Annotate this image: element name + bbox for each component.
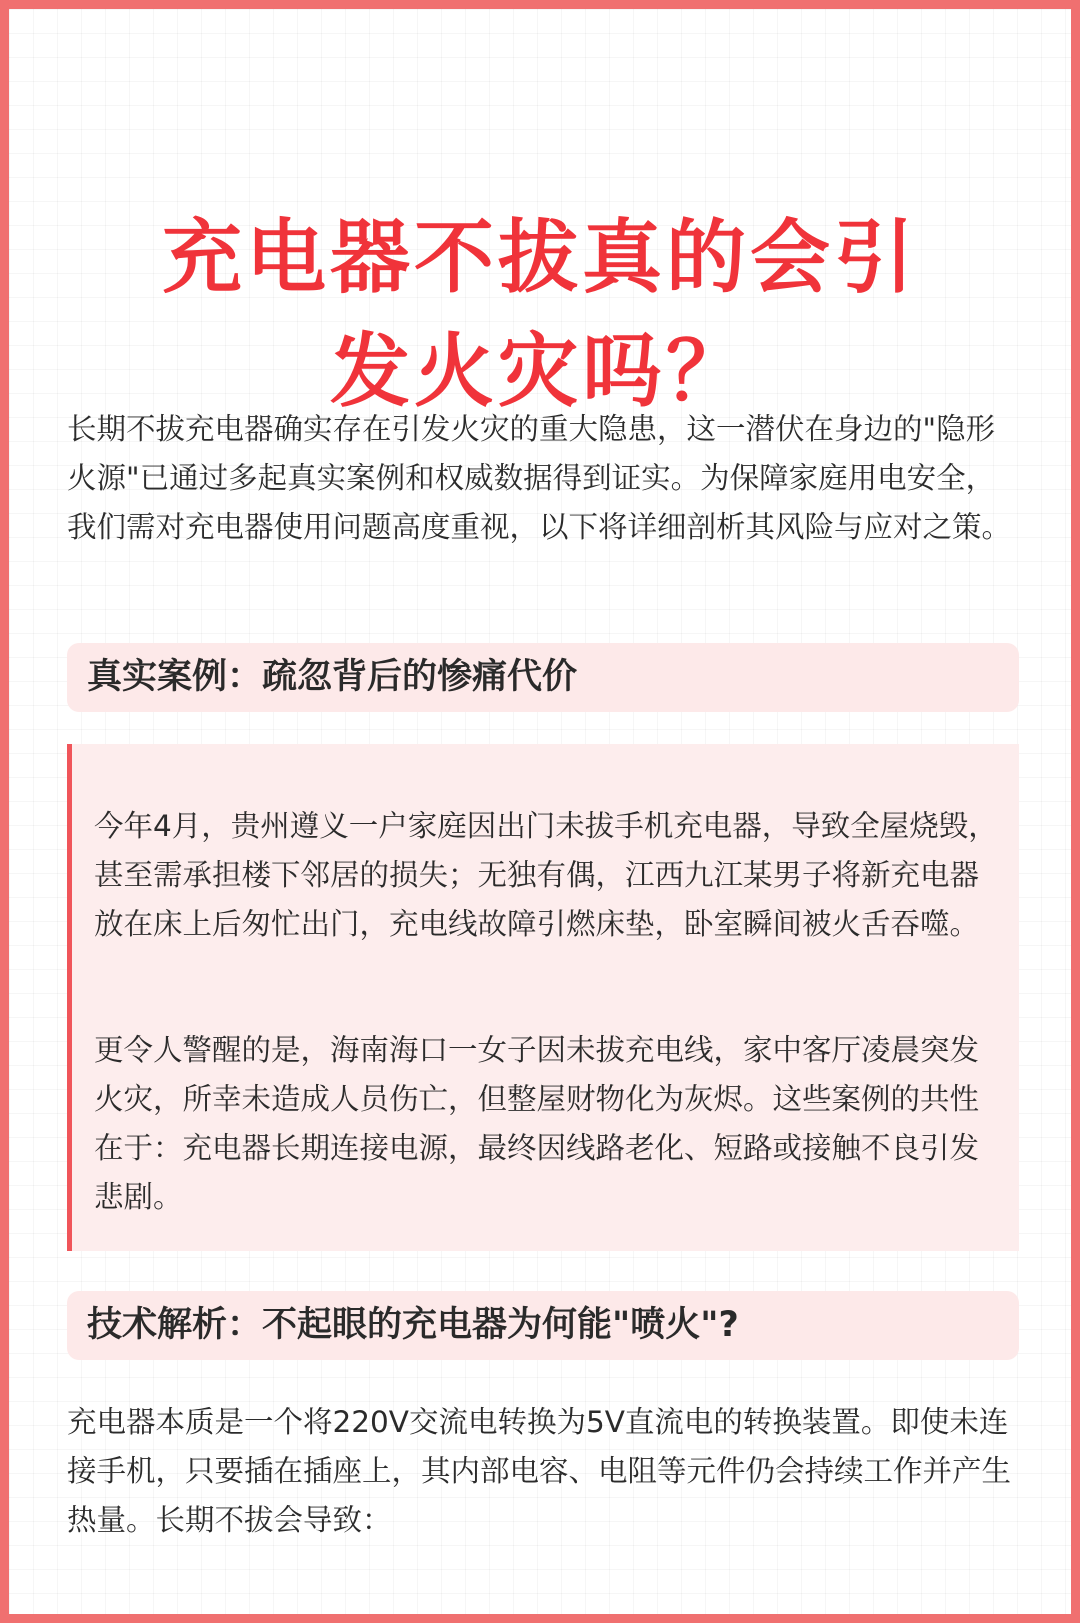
title-line-2: 发火灾吗？	[330, 324, 750, 418]
section-heading-cases	[67, 643, 1019, 712]
section-heading-technical	[67, 1291, 1019, 1360]
section-heading-text: 技术解析：不起眼的充电器为何能"喷火"?	[87, 1305, 739, 1345]
case-paragraph-2: 更令人警醒的是，海南海口一女子因未拔充电线，家中客厅凌晨突发火灾，所幸未造成人员伤亡，但整屋财物化为灰烬。这些案例的共性在于：充电器长期连接电源，最终因线路老化、短路或接触不良引发悲剧。	[94, 1033, 980, 1214]
article-page	[9, 9, 1071, 1614]
section-heading-text: 真实案例：疏忽背后的惨痛代价	[87, 657, 578, 697]
title-line-1: 充电器不拔真的会引	[162, 210, 918, 304]
case-quote-box	[67, 744, 1019, 1251]
intro-paragraph: 长期不拔充电器确实存在引发火灾的重大隐患，这一潜伏在身边的"隐形火源"已通过多起真实案例和权威数据得到证实。为保障家庭用电安全，我们需对充电器使用问题高度重视，以下将详细剖析其风险与应对之策。	[67, 412, 1012, 544]
page-title	[49, 201, 1031, 429]
technical-paragraph: 充电器本质是一个将220V交流电转换为5V直流电的转换装置。即使未连接手机，只要插在插座上，其内部电容、电阻等元件仍会持续工作并产生热量。长期不拔会导致：	[67, 1405, 1012, 1537]
case-paragraph-1: 今年4月，贵州遵义一户家庭因出门未拔手机充电器，导致全屋烧毁，甚至需承担楼下邻居的损失；无独有偶，江西九江某男子将新充电器放在床上后匆忙出门，充电线故障引燃床垫，卧室瞬间被火舌吞噬。	[94, 809, 998, 941]
